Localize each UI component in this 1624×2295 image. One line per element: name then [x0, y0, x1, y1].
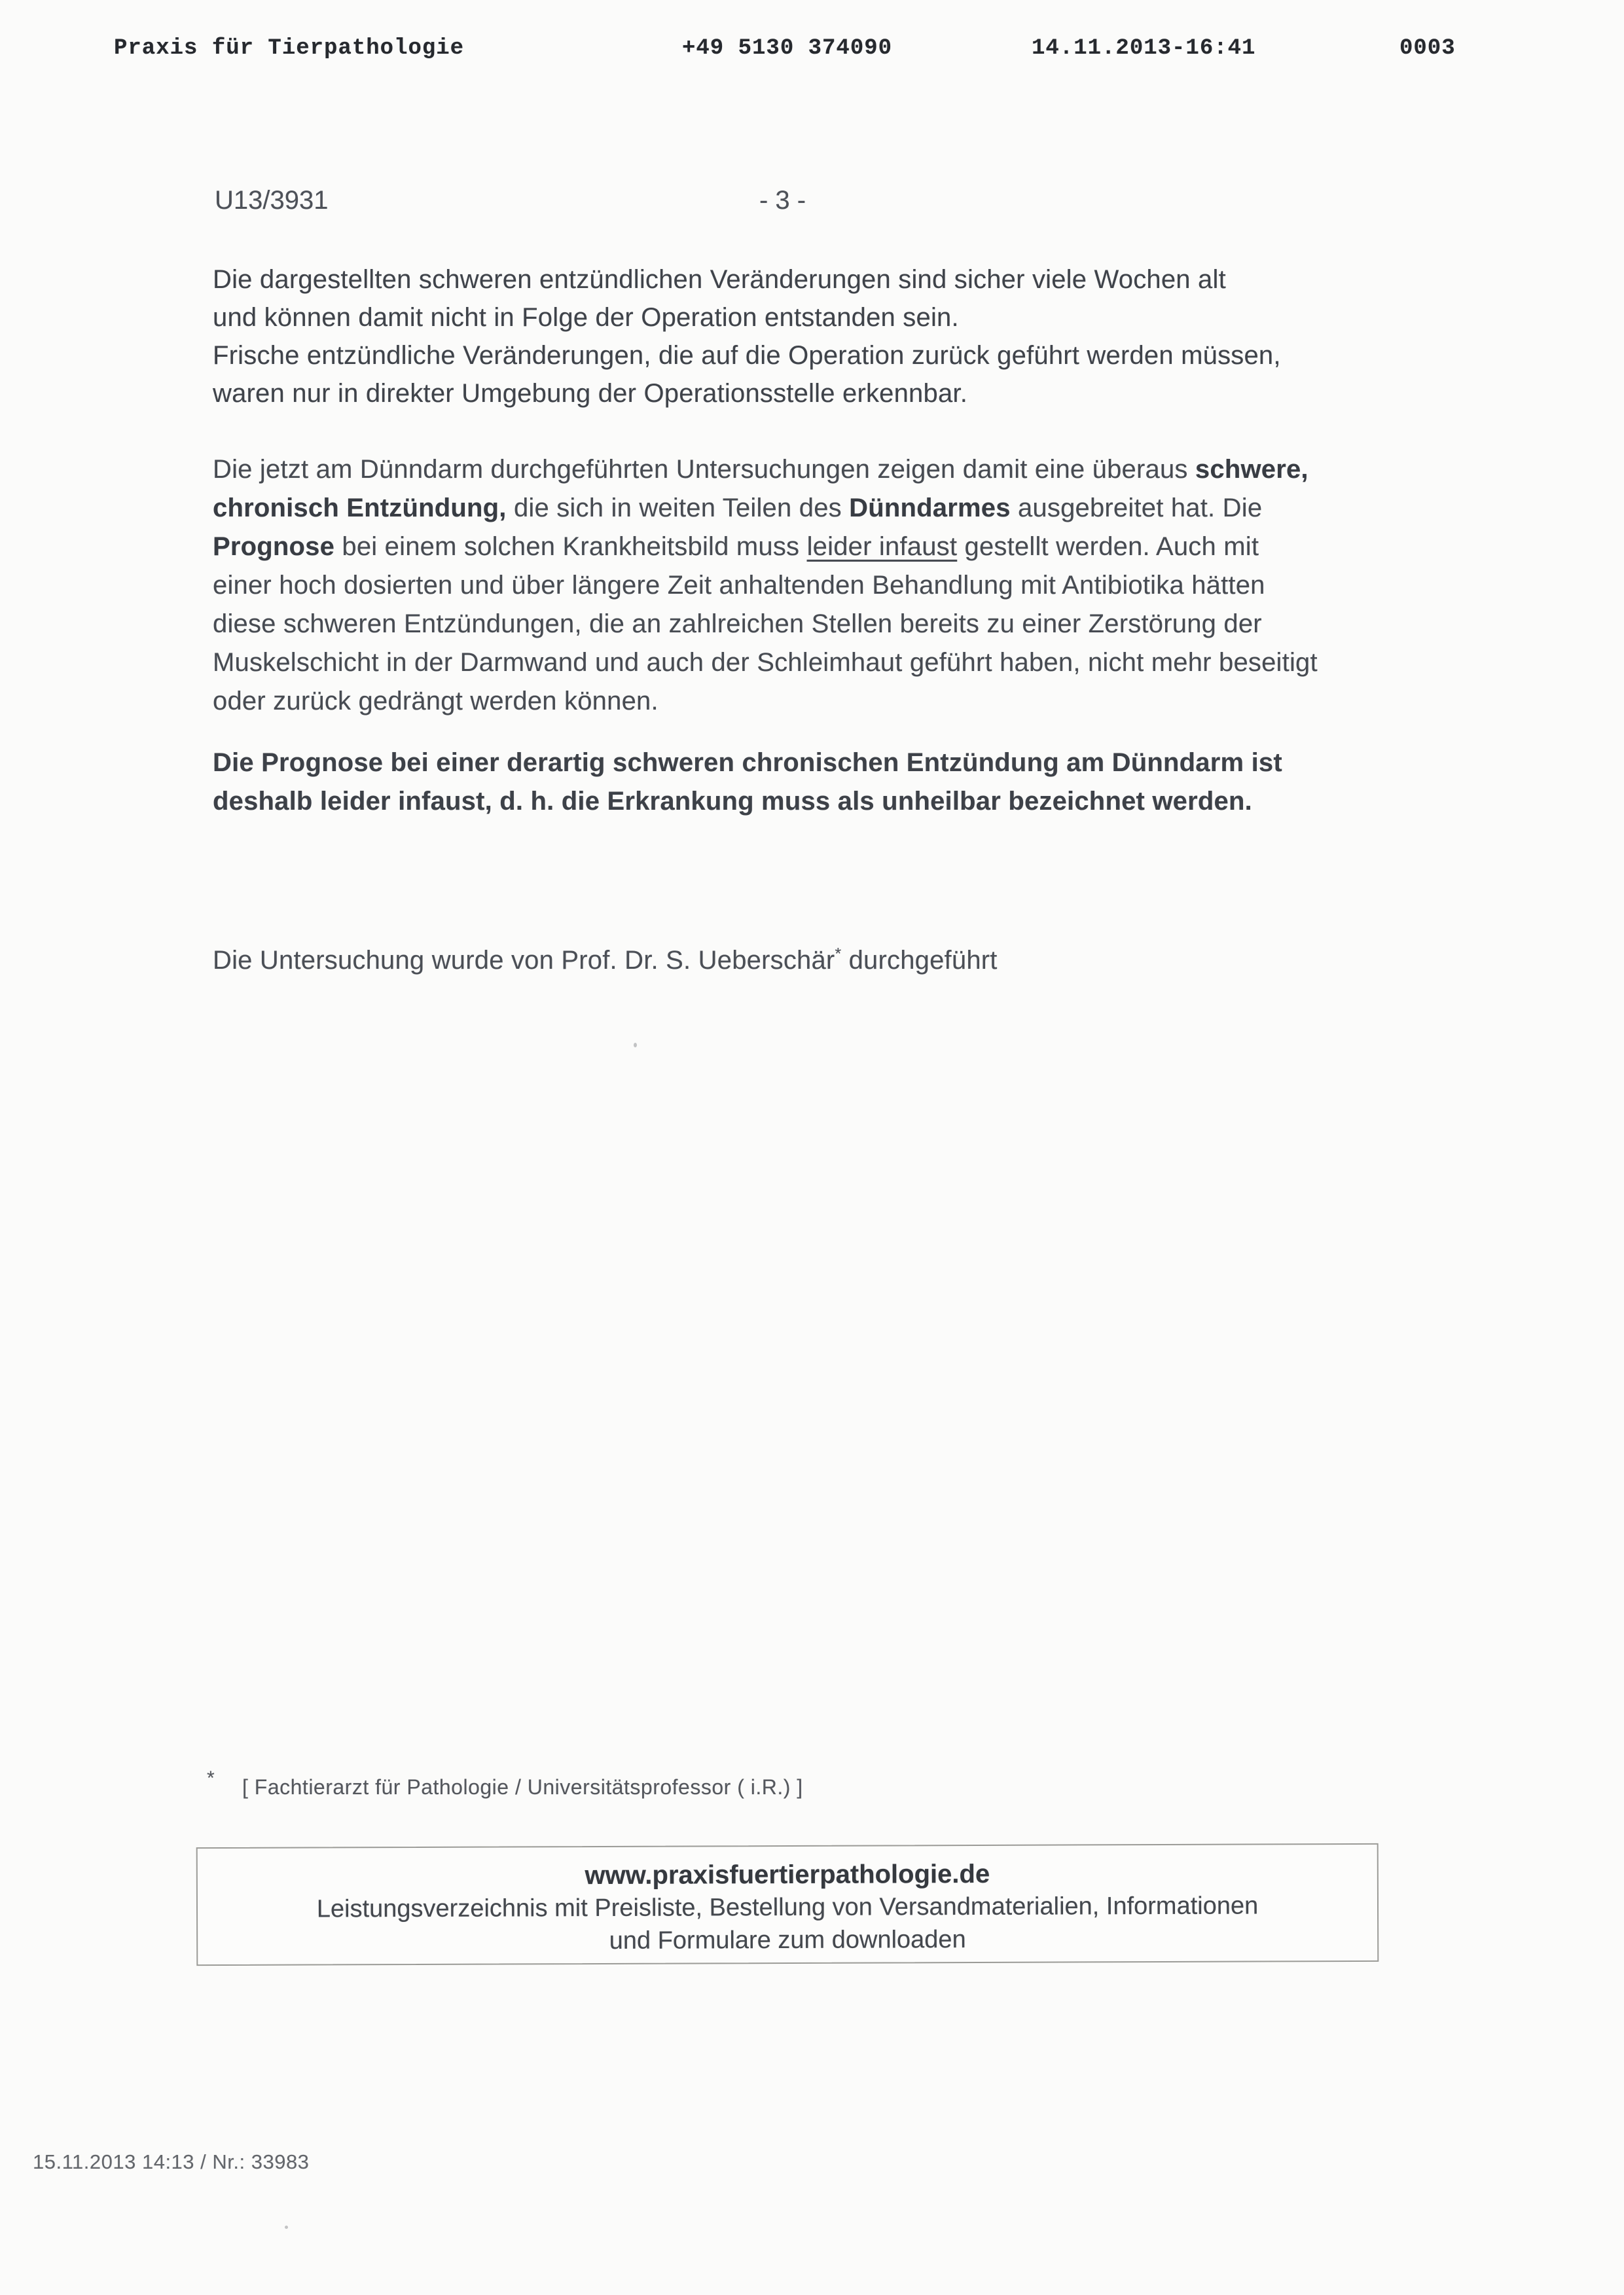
examiner-statement — [213, 941, 1378, 979]
paragraph-examination-results — [213, 450, 1378, 721]
text-line: Die Prognose bei einer derartig schweren chronischen Entzündung am Dünndarm ist — [213, 748, 1282, 777]
document-reference: U13/3931 — [215, 186, 329, 215]
scan-artifact-speck — [285, 2226, 288, 2229]
footer-download-line: und Formulare zum downloaden — [609, 1926, 966, 1955]
text-line: oder zurück gedrängt werden können. — [213, 687, 659, 715]
text-line: deshalb leider infaust, d. h. die Erkrankung muss als unheilbar bezeichnet werden. — [213, 787, 1252, 816]
page-number: - 3 - — [759, 186, 806, 215]
paragraph-findings-age — [213, 261, 1378, 412]
text-line: chronisch Entzündung, die sich in weiten Teilen des Dünndarmes ausgebreitet hat. Die — [213, 494, 1263, 522]
fax-sender-number: +49 5130 374090 — [682, 36, 893, 61]
fax-sender-name: Praxis für Tierpathologie — [114, 36, 465, 61]
paragraph-prognosis-conclusion — [213, 744, 1378, 821]
text-line: diese schweren Entzündungen, die an zahlreichen Stellen bereits zu einer Zerstörung der — [213, 609, 1262, 638]
footnote-asterisk: * — [207, 1767, 215, 1789]
website-url: www.praxisfuertierpathologie.de — [585, 1859, 990, 1890]
fax-page-counter: 0003 — [1399, 36, 1456, 61]
text-line: Die jetzt am Dünndarm durchgeführten Untersuchungen zeigen damit eine überaus schwere, — [213, 455, 1308, 484]
website-info-box — [196, 1843, 1379, 1966]
text-line: und können damit nicht in Folge der Operation entstanden sein. — [213, 303, 959, 332]
footnote-text: [ Fachtierarzt für Pathologie / Universitätsprofessor ( i.R.) ] — [242, 1775, 803, 1799]
text-line: Frische entzündliche Veränderungen, die auf die Operation zurück geführt werden müssen, — [213, 341, 1281, 370]
print-timestamp: 15.11.2013 14:13 / Nr.: 33983 — [33, 2150, 310, 2173]
text-line: Muskelschicht in der Darmwand und auch der Schleimhaut geführt haben, nicht mehr beseitigt — [213, 648, 1318, 677]
text-line: Prognose bei einem solchen Krankheitsbild muss leider infaust gestellt werden. Auch mit — [213, 532, 1259, 561]
footer-services-line: Leistungsverzeichnis mit Preisliste, Bestellung von Versandmaterialien, Informationen — [316, 1892, 1259, 1923]
text-line: Die dargestellten schweren entzündlichen Veränderungen sind sicher viele Wochen alt — [213, 265, 1226, 294]
text-line: Die Untersuchung wurde von Prof. Dr. S. Ueberschär* durchgeführt — [213, 945, 998, 975]
footnote — [207, 1767, 803, 1799]
fax-datetime: 14.11.2013-16:41 — [1032, 36, 1256, 61]
text-line: einer hoch dosierten und über längere Zeit anhaltenden Behandlung mit Antibiotika hätten — [213, 571, 1265, 600]
scan-artifact-speck — [634, 1043, 637, 1047]
text-line: waren nur in direkter Umgebung der Operationsstelle erkennbar. — [213, 379, 968, 408]
